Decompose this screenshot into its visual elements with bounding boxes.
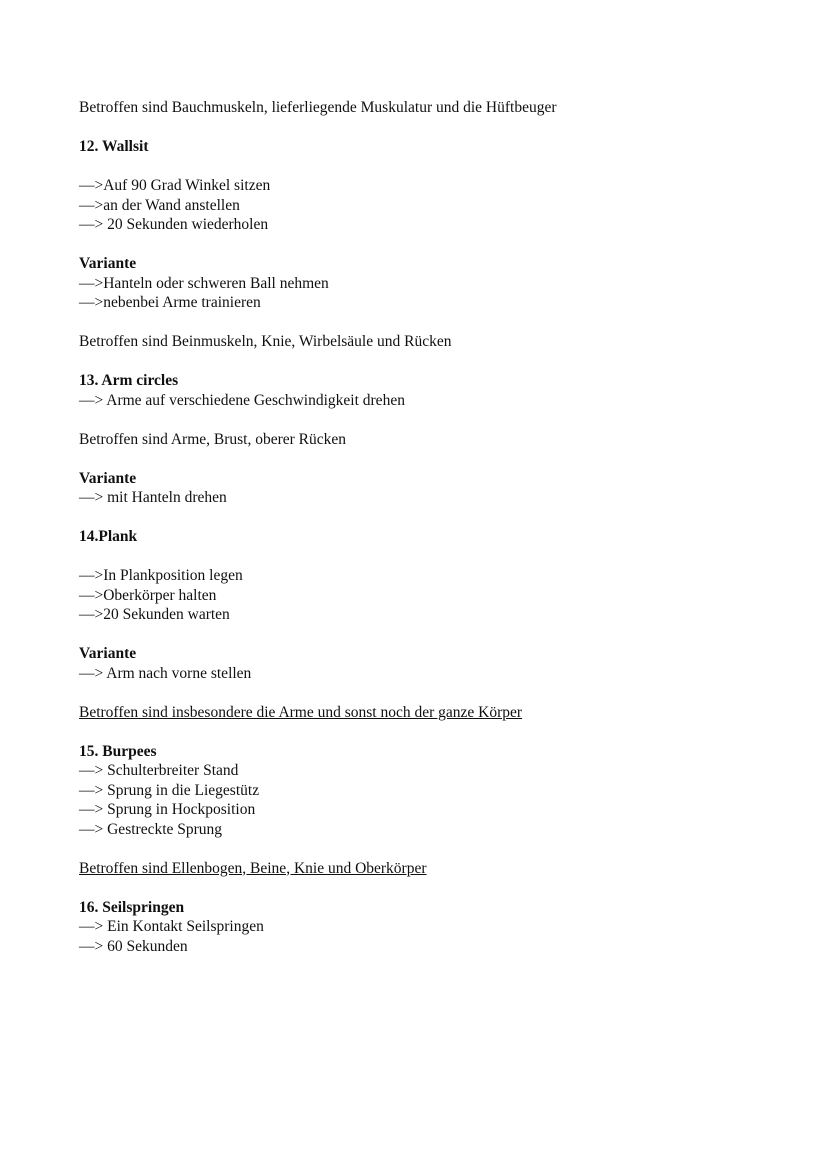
affected-text: Betroffen sind Arme, Brust, oberer Rücken (79, 430, 347, 448)
affected-text-underlined: Betroffen sind Ellenbogen, Beine, Knie und Oberkörper (79, 859, 427, 877)
section-title-plank: 14.Plank (79, 528, 138, 545)
affected-text: Betroffen sind Beinmuskeln, Knie, Wirbelsäule und Rücken (79, 333, 452, 350)
variant-step-line: —> mit Hanteln drehen (79, 489, 227, 506)
step-line: —>In Plankposition legen (79, 567, 243, 584)
variant-step-line: —> Arm nach vorne stellen (79, 664, 252, 682)
step-line: —> Gestreckte Sprung (79, 820, 223, 838)
variant-label: Variante (79, 469, 137, 487)
step-line: —> Ein Kontakt Seilspringen (79, 918, 264, 935)
step-line: —>20 Sekunden warten (79, 606, 230, 623)
variant-step-line: —>nebenbei Arme trainieren (79, 294, 261, 311)
step-line: —> Schulterbreiter Stand (79, 762, 239, 779)
section-title-seilspringen: 16. Seilspringen (79, 898, 185, 916)
variant-label: Variante (79, 255, 137, 272)
intro-affected-text: Betroffen sind Bauchmuskeln, lieferliegende Muskulatur und die Hüftbeuger (79, 99, 557, 116)
step-line: —> Sprung in Hockposition (79, 801, 256, 818)
section-title-arm-circles: 13. Arm circles (79, 372, 179, 389)
step-line: —> 20 Sekunden wiederholen (79, 216, 269, 233)
step-line: —>Oberkörper halten (79, 586, 217, 604)
variant-label: Variante (79, 645, 137, 662)
section-title-burpees: 15. Burpees (79, 742, 157, 760)
step-line: —>an der Wand anstellen (79, 196, 240, 214)
step-line: —> Sprung in die Liegestütz (79, 781, 260, 799)
document-page (79, 98, 799, 956)
step-line: —> 60 Sekunden (79, 937, 188, 955)
section-title-wallsit: 12. Wallsit (79, 138, 149, 155)
step-line: —>Auf 90 Grad Winkel sitzen (79, 177, 271, 194)
variant-step-line: —>Hanteln oder schweren Ball nehmen (79, 274, 329, 292)
affected-text-underlined: Betroffen sind insbesondere die Arme und sonst noch der ganze Körper (79, 703, 523, 721)
step-line: —> Arme auf verschiedene Geschwindigkeit drehen (79, 391, 405, 409)
